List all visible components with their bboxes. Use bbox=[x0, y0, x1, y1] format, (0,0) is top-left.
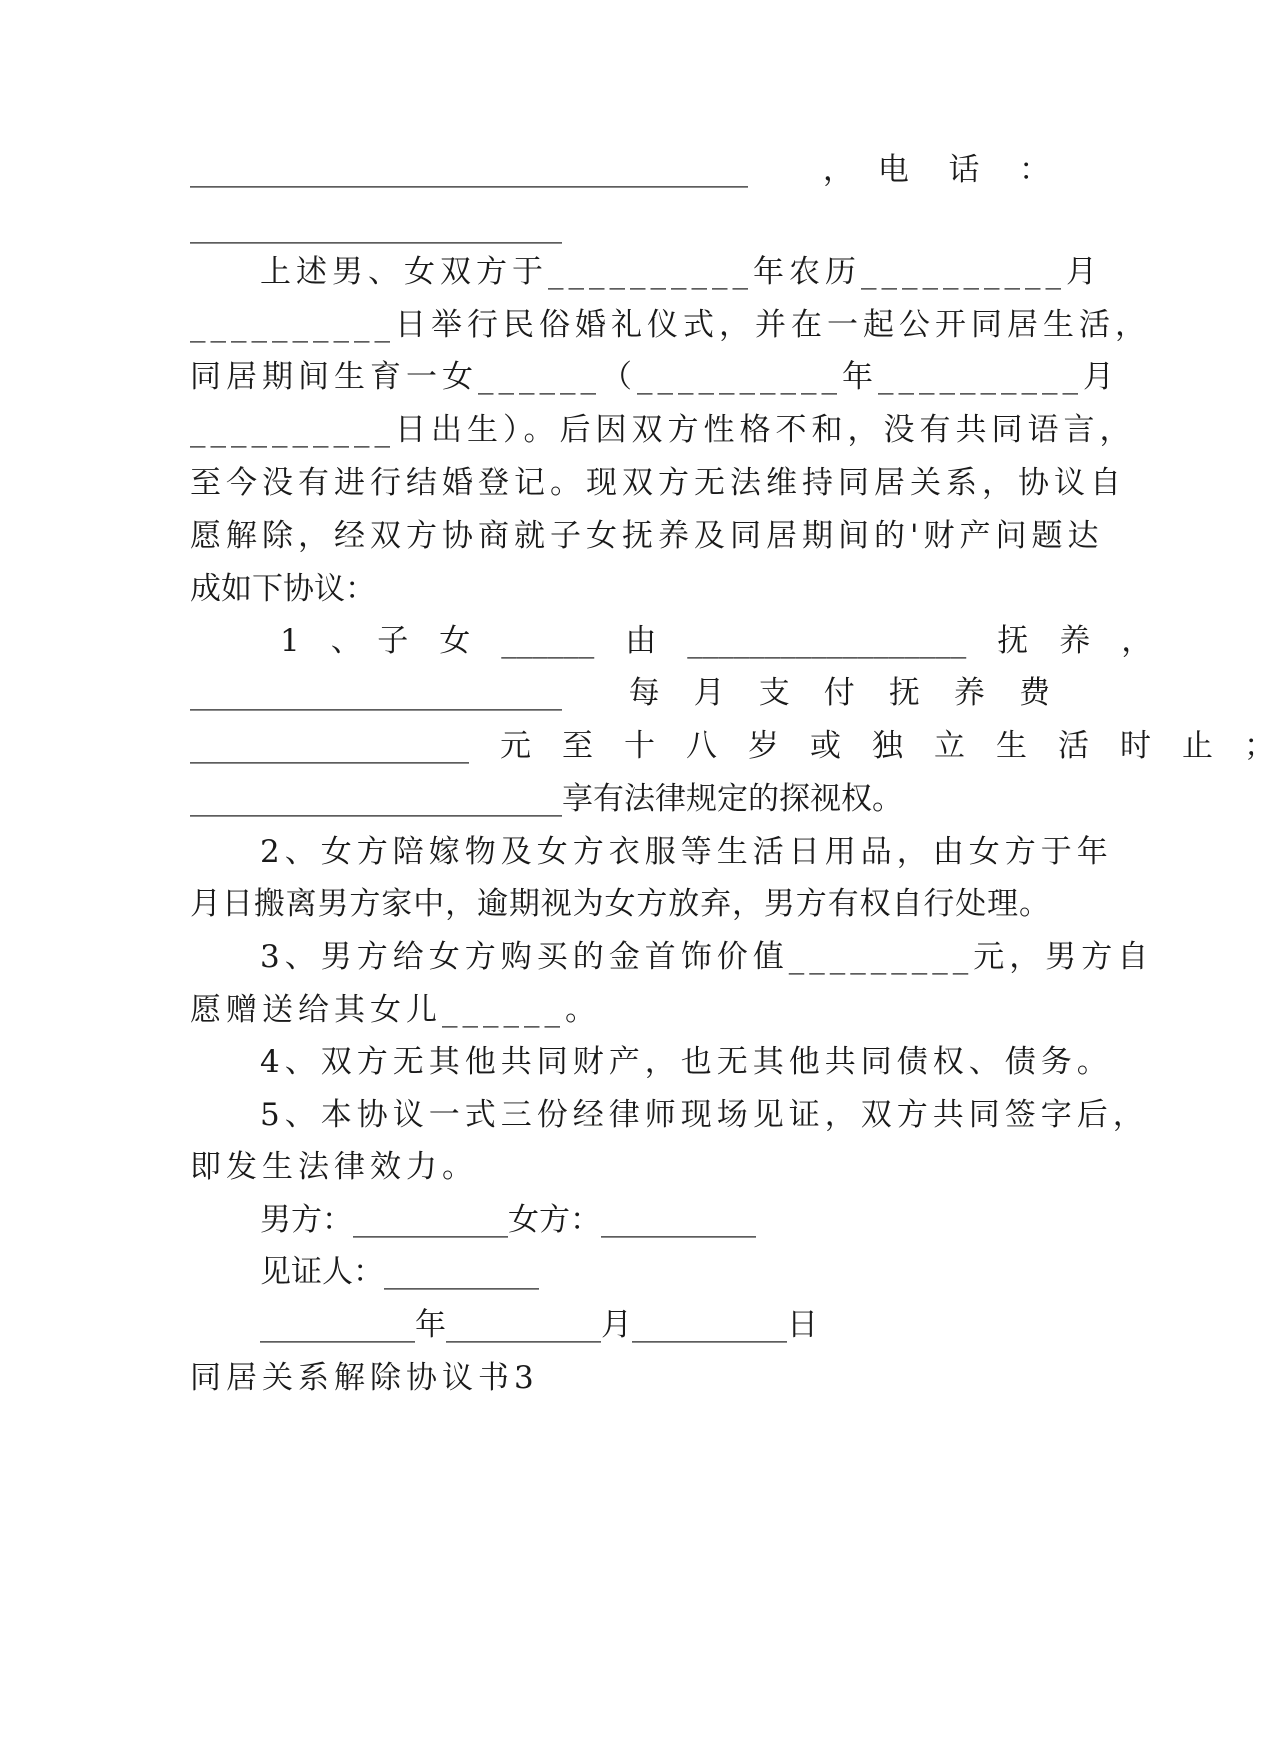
witness-line: 见证人：__________ bbox=[260, 1254, 539, 1290]
clause-2-line: 2、女方陪嫁物及女方衣服等生活日用品，由女方于年 bbox=[260, 834, 1113, 870]
clause-5-line: 5、本协议一式三份经律师现场见证，双方共同签字后， bbox=[260, 1097, 1149, 1133]
next-section-title: 同居关系解除协议书3 bbox=[190, 1360, 539, 1396]
contact-phone-line: ____________________________________ ， 电 话 ： bbox=[190, 152, 1050, 188]
clause-3-line: 3、男方给女方购买的金首饰价值_________元，男方自 bbox=[260, 939, 1154, 975]
clause-1-line: 1 、 子 女 ______ 由 __________________ 抚 养 ， bbox=[280, 623, 1153, 659]
clause-4-line: 4、双方无其他共同财产，也无其他共同债权、债务。 bbox=[260, 1044, 1113, 1080]
clause-5-line: 即发生法律效力。 bbox=[190, 1149, 478, 1185]
paragraph-line: 同居期间生育一女______（__________年__________月 bbox=[190, 359, 1119, 395]
signature-line: 男方：__________女方：__________ bbox=[260, 1202, 756, 1238]
clause-2-line: 月日搬离男方家中，逾期视为女方放弃，男方有权自行处理。 bbox=[190, 886, 1050, 922]
paragraph-line: 至今没有进行结婚登记。现双方无法维持同居关系，协议自 bbox=[190, 465, 1126, 501]
date-line: __________年__________月__________日 bbox=[260, 1307, 818, 1343]
paragraph-line: __________日出生）。后因双方性格不和，没有共同语言， bbox=[190, 412, 1136, 448]
clause-3-line: 愿赠送给其女儿______。 bbox=[190, 992, 601, 1028]
paragraph-line: __________日举行民俗婚礼仪式，并在一起公开同居生活， bbox=[190, 307, 1151, 343]
clause-1-line: ________________________享有法律规定的探视权。 bbox=[190, 781, 903, 817]
paragraph-line: 上述男、女双方于__________年农历__________月 bbox=[260, 254, 1102, 290]
paragraph-line: 愿解除，经双方协商就子女抚养及同居期间的'财产问题达 bbox=[190, 518, 1104, 554]
clause-1-line: ________________________ 每 月 支 付 抚 养 费 bbox=[190, 675, 1050, 711]
phone-blank-line: ________________________ bbox=[190, 208, 562, 244]
clause-1-line: __________________ 元 至 十 八 岁 或 独 立 生 活 时 止 ； bbox=[190, 728, 1275, 764]
paragraph-line: 成如下协议： bbox=[190, 571, 376, 607]
